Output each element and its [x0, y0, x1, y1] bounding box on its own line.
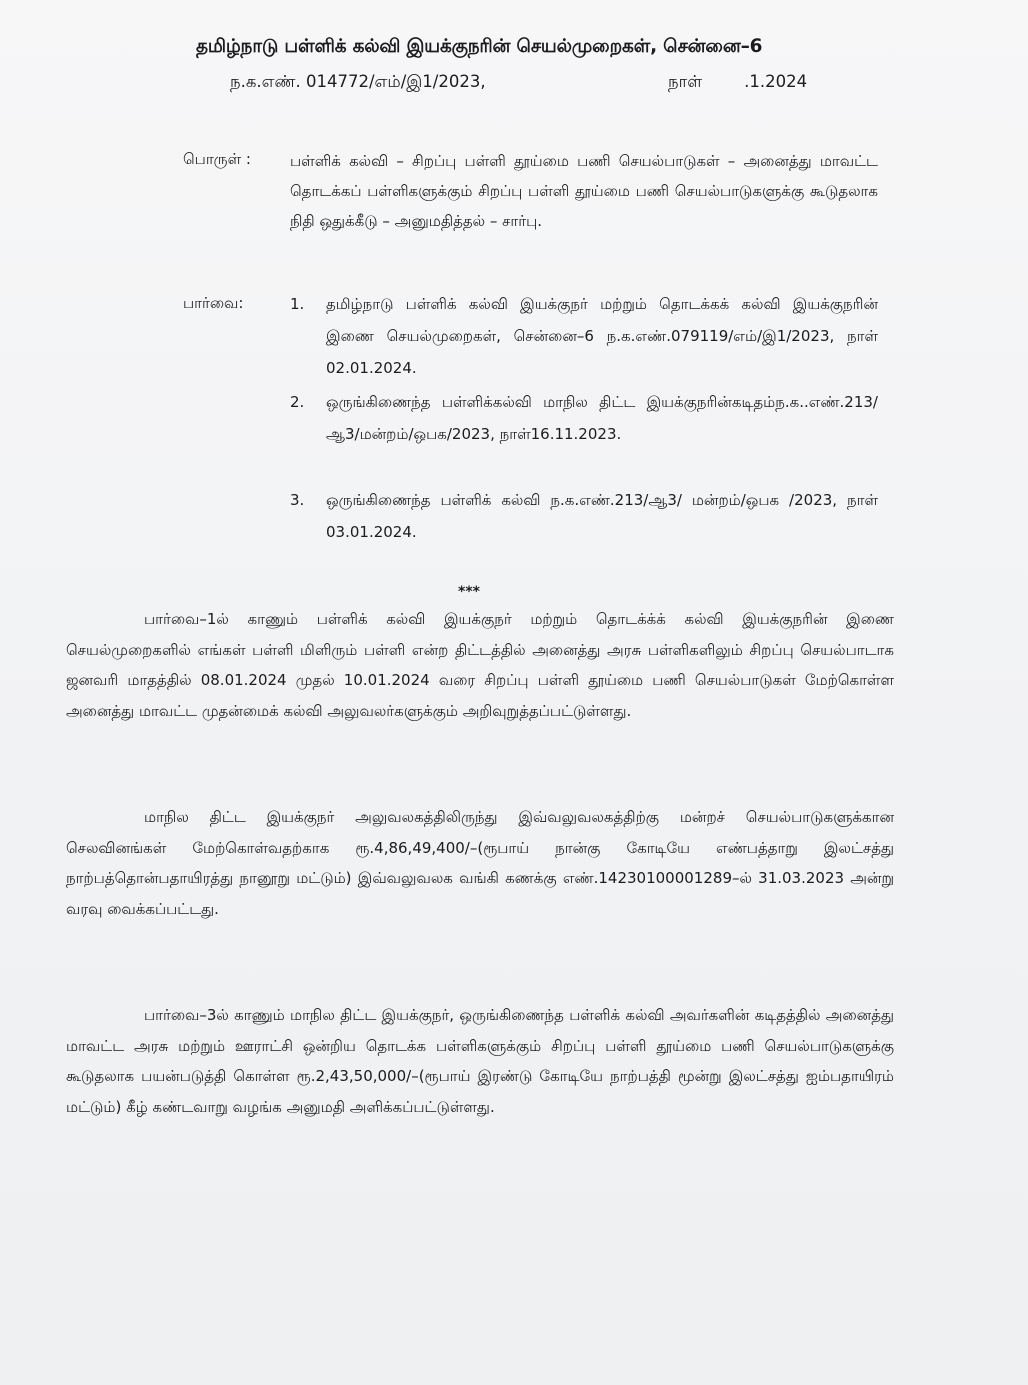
reference-number: ந.க.எண். 014772/எம்/இ1/2023,: [230, 72, 486, 91]
reference-item: [290, 484, 878, 548]
reference-text-1: தமிழ்நாடு பள்ளிக் கல்வி இயக்குநர் மற்றும் தொடக்கக் கல்வி இயக்குநரின் இணை செயல்முறைகள், சென்னை–6 ந.க.எண்.079119/எம்/இ1/2023, நாள் 02.01.2024.: [326, 295, 878, 377]
subject-label: பொருள் :: [183, 150, 251, 168]
body-paragraph-1: பார்வை–1ல் காணும் பள்ளிக் கல்வி இயக்குநர் மற்றும் தொடக்க்க் கல்வி இயக்குநரின் இணை செயல்முறைகளில் எங்கள் பள்ளி மிளிரும் பள்ளி என்ற திட்டத்தில் அனைத்து அரசு பள்ளிகளிலும் சிறப்பு செயல்பாடாக ஜனவரி மாதத்தில் 08.01.2024 முதல் 10.01.2024 வரை சிறப்பு பள்ளி தூய்மை பணி செயல்பாடுகள் மேற்கொள்ள அனைத்து மாவட்ட முதன்மைக் கல்வி அலுவலர்களுக்கும் அறிவுறுத்தப்பட்டுள்ளது.: [66, 610, 894, 720]
office-title: தமிழ்நாடு பள்ளிக் கல்வி இயக்குநரின் செயல்முறைகள், சென்னை–6: [196, 36, 763, 57]
body-paragraph-2: மாநில திட்ட இயக்குநர் அலுவலகத்திலிருந்து இவ்வலுவலகத்திற்கு மன்றச் செயல்பாடுகளுக்கான செலவினங்கள் மேற்கொள்வதற்காக ரூ.4,86,49,400/–(ரூபாய் நான்கு கோடியே எண்பத்தாறு இலட்சத்து நாற்பத்தொன்பதாயிரத்து நானூறு மட்டும்) இவ்வலுவலக வங்கி கணக்கு எண்.14230100001289–ல் 31.03.2023 அன்று வரவு வைக்கப்பட்டது.: [66, 808, 894, 918]
references-label: பார்வை:: [183, 294, 244, 312]
reference-text-2: ஒருங்கிணைந்த பள்ளிக்கல்வி மாநில திட்ட இயக்குநரின்கடிதம்ந.க..எண்.213/ஆ3/மன்றம்/ஒபக/2023, நாள்16.11.2023.: [326, 393, 878, 443]
reference-number-3: 3.: [290, 491, 305, 509]
reference-item: [290, 386, 878, 450]
body-paragraph-3: பார்வை–3ல் காணும் மாநில திட்ட இயக்குநர், ஒருங்கிணைந்த பள்ளிக் கல்வி அவர்களின் கடிதத்தில் அனைத்து மாவட்ட அரசு மற்றும் ஊராட்சி ஒன்றிய தொடக்க பள்ளிகளுக்கும் சிறப்பு பள்ளி தூய்மை பணி செயல்பாடுகளுக்கு கூடுதலாக பயன்படுத்தி கொள்ள ரூ.2,43,50,000/–(ரூபாய் இரண்டு கோடியே நாற்பத்தி மூன்று இலட்சத்து ஐம்பதாயிரம் மட்டும்) கீழ் கண்டவாறு வழங்க அனுமதி அளிக்கப்பட்டுள்ளது.: [66, 1006, 894, 1116]
reference-text-3: ஒருங்கிணைந்த பள்ளிக் கல்வி ந.க.எண்.213/ஆ3/ மன்றம்/ஒபக /2023, நாள் 03.01.2024.: [326, 491, 878, 541]
subject-text: பள்ளிக் கல்வி – சிறப்பு பள்ளி தூய்மை பணி செயல்பாடுகள் – அனைத்து மாவட்ட தொடக்கப் பள்ளிகளுக்கும் சிறப்பு பள்ளி தூய்மை பணி செயல்பாடுகளுக்கு கூடுதலாக நிதி ஒதுக்கீடு – அனுமதித்தல் – சார்பு.: [290, 152, 878, 230]
date-label: நாள்: [668, 72, 703, 91]
reference-number-2: 2.: [290, 393, 305, 411]
date-line: [668, 72, 838, 94]
date-value: .1.2024: [744, 72, 808, 91]
reference-number-1: 1.: [290, 295, 305, 313]
section-separator: ***: [458, 584, 480, 600]
reference-item: [290, 288, 878, 384]
